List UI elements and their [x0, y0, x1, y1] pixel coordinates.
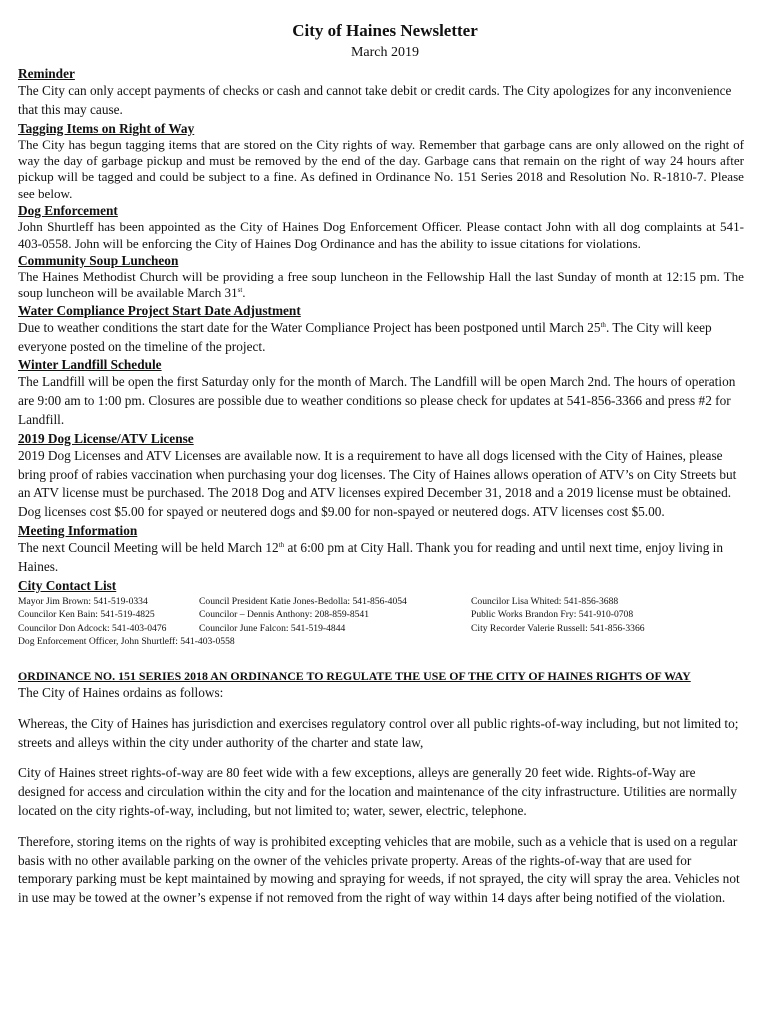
section-heading: Tagging Items on Right of Way: [18, 120, 195, 136]
section-text: 2019 Dog Licenses and ATV Licenses are available now. It is a requirement to have all dogs licensed with the City of Haines, please bring proof of rabies vaccination when purchasing your dog licenses. The City of Haines allows operation of ATV’s on City Streets but an ATV license must be purchased. The 2018 Dog and ATV licenses expired December 31, 2018 and a 2019 license must be obtained. Dog licenses cost $5.00 for spayed or neutered dogs and $9.00 for non-spayed or neutered dogs. ATV licenses cost $5.00.: [18, 447, 737, 520]
contact-entry: Councilor – Dennis Anthony: 208-859-8541: [199, 609, 370, 621]
section-heading: Dog Enforcement: [18, 203, 118, 219]
section-reminder: [18, 65, 744, 120]
ordinance-paragraph: Therefore, storing items on the rights of way is prohibited excepting vehicles that are mobile, such as a vehicle that is used on a regular basis with no other available parking on the owner of the vehicles private property. Areas of the rights-of-way that are used for temporary parking must be kept maintained by mowing and spraying for weeds, if not sprayed, the city will spray the area. Vehicles not in use may be towed at the owner’s expense if not removed from the right of way within 14 days after being notified of the violation.: [18, 833, 740, 906]
contact-entry: Mayor Jim Brown: 541-519-0334: [18, 595, 148, 607]
section-water-compliance: [18, 302, 744, 357]
section-heading: City Contact List: [18, 577, 117, 593]
section-text: The City can only accept payments of checks or cash and cannot take debit or credit cards. The City apologizes for any inconvenience that this may cause.: [18, 83, 732, 117]
section-soup-luncheon: [18, 252, 744, 302]
section-heading: Meeting Information: [18, 523, 138, 539]
contact-entry: Council President Katie Jones-Bedolla: 541-856-4054: [199, 595, 407, 607]
contact-entry: Councilor June Falcon: 541-519-4844: [199, 622, 346, 634]
ordinance-paragraph: Whereas, the City of Haines has jurisdiction and exercises regulatory control over all public rights-of-way including, but not limited to; streets and alleys within the city under authority of the charter and state law,: [18, 715, 739, 750]
section-text: The Landfill will be open the first Saturday only for the month of March. The Landfill will be open March 2nd. The hours of operation are 9:00 am to 1:00 pm. Closures are possible due to weather conditions so please check for updates at 541-856-3366 and press #2 for Landfill.: [18, 374, 736, 428]
section-dog-enforcement: [18, 202, 744, 252]
ordinance-title: ORDINANCE NO. 151 SERIES 2018 AN ORDINANCE TO REGULATE THE USE OF THE CITY OF HAINES RIGHTS OF WAY: [18, 668, 691, 683]
section-text: The City has begun tagging items that are stored on the City rights of way. Remember that garbage cans are only allowed on the right of way the day of garbage pickup and must be removed by the end of the day. Garbage cans that remain on the right of way 24 hours after pickup will be tagged and could be subject to a fine. As defined in Ordinance No. 151 Series 2018 and Resolution No. R-1810-7. Please see below.: [18, 136, 744, 201]
contact-entry: Public Works Brandon Fry: 541-910-0708: [471, 609, 634, 621]
section-text: The next Council Meeting will be held March 12th at 6:00 pm at City Hall. Thank you for reading and until next time, enjoy living in Haines.: [18, 540, 724, 574]
section-heading: Community Soup Luncheon: [18, 253, 179, 269]
section-text: Due to weather conditions the start date for the Water Compliance Project has been postponed until March 25th. The City will keep everyone posted on the timeline of the project.: [18, 319, 712, 354]
contact-grid: [18, 595, 744, 636]
contact-entry: City Recorder Valerie Russell: 541-856-3366: [471, 622, 645, 634]
newsletter-date: March 2019: [350, 45, 420, 60]
section-heading: Winter Landfill Schedule: [18, 357, 162, 373]
section-contacts: [18, 577, 744, 649]
ordinance-paragraph: City of Haines street rights-of-way are 80 feet wide with a few exceptions, alleys are generally 20 feet wide. Rights-of-Way are designed for access and circulation within the city and for the location and maintenance of the city infrastructure. Utilities are normally located on the city rights-of-way, including, but not limited to; water, sewer, electric, telephone.: [18, 765, 737, 818]
section-meeting: [18, 522, 744, 577]
contact-entry-dog-officer: Dog Enforcement Officer, John Shurtleff: 541-403-0558: [18, 636, 235, 648]
section-heading: Reminder: [18, 66, 75, 81]
ordinance-paragraph: The City of Haines ordains as follows:: [18, 684, 224, 700]
section-text: John Shurtleff has been appointed as the City of Haines Dog Enforcement Officer. Please contact John with all dog complaints at 541-403-0558. John will be enforcing the City of Haines Dog Ordinance and has the ability to issue citations for violations.: [18, 219, 744, 251]
section-ordinance: [18, 668, 744, 908]
contact-entry: Councilor Ken Bain: 541-519-4825: [18, 609, 155, 621]
section-tagging: [18, 120, 744, 203]
section-licenses: [18, 430, 744, 522]
section-heading: 2019 Dog License/ATV License: [18, 430, 194, 446]
section-text: The Haines Methodist Church will be providing a free soup luncheon in the Fellowship Hall the last Sunday of month at 12:15 pm. The soup luncheon will be available March 31st.: [18, 269, 744, 301]
newsletter-title: City of Haines Newsletter: [292, 21, 478, 40]
contact-entry: Councilor Lisa Whited: 541-856-3688: [471, 595, 619, 607]
contact-entry: Councilor Don Adcock: 541-403-0476: [18, 622, 167, 634]
section-heading: Water Compliance Project Start Date Adjustment: [18, 302, 301, 318]
section-landfill: [18, 356, 744, 429]
